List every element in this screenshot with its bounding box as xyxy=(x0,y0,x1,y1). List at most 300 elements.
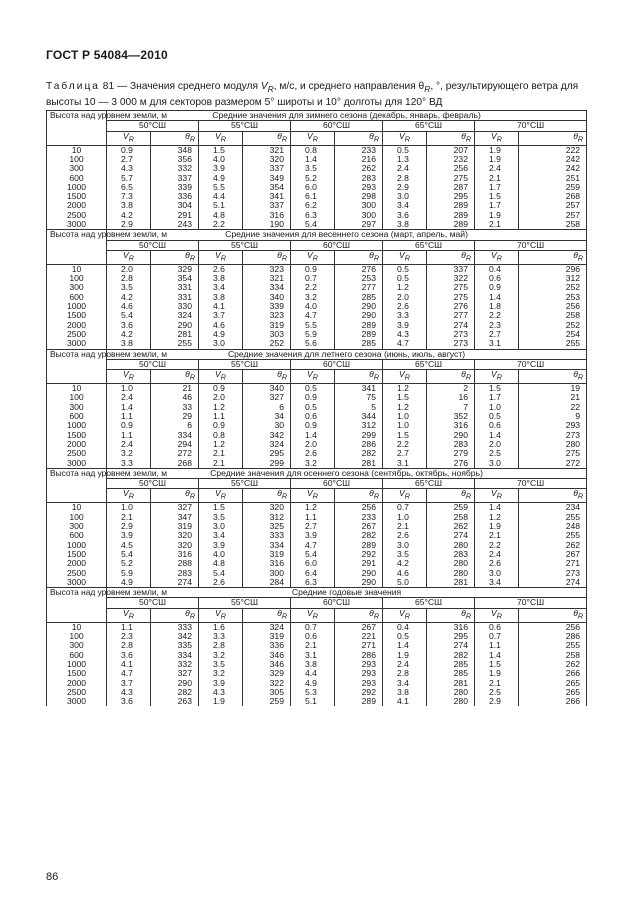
table-number: 81 xyxy=(102,81,115,92)
v-sub: R xyxy=(220,373,226,382)
speed-value: 3.3 xyxy=(107,459,151,469)
direction-value: 344 xyxy=(335,412,383,421)
theta-sub: R xyxy=(189,493,195,502)
direction-value: 251 xyxy=(519,174,587,183)
direction-value: 341 xyxy=(243,192,291,201)
direction-value: 283 xyxy=(335,174,383,183)
direction-value: 277 xyxy=(427,311,475,320)
speed-value: 3.4 xyxy=(383,201,427,210)
v-letter: V xyxy=(491,369,497,380)
altitude-value: 1500 xyxy=(47,192,107,201)
altitude-value: 300 xyxy=(47,641,107,650)
direction-value: 300 xyxy=(335,201,383,210)
speed-value: 0.9 xyxy=(199,384,243,394)
speed-value: 4.2 xyxy=(107,211,151,220)
speed-value: 2.1 xyxy=(475,174,519,183)
direction-value: 339 xyxy=(151,183,199,192)
altitude-value: 1000 xyxy=(47,421,107,430)
direction-value: 256 xyxy=(519,302,587,311)
direction-value: 282 xyxy=(335,449,383,458)
direction-value: 295 xyxy=(427,632,475,641)
direction-value: 289 xyxy=(427,211,475,220)
direction-value: 356 xyxy=(151,155,199,164)
altitude-value: 1500 xyxy=(47,431,107,440)
direction-value: 283 xyxy=(151,569,199,578)
speed-value: 1.9 xyxy=(475,211,519,220)
direction-value: 271 xyxy=(519,559,587,568)
theta-letter: θ xyxy=(185,607,190,618)
v-sub: R xyxy=(312,254,318,263)
direction-value: 285 xyxy=(427,669,475,678)
speed-value: 1.6 xyxy=(199,622,243,632)
latitude-label: 60°СШ xyxy=(291,598,383,608)
v-symbol xyxy=(107,489,151,503)
v-symbol xyxy=(199,131,243,145)
speed-value: 1.0 xyxy=(475,403,519,412)
speed-value: 2.7 xyxy=(475,330,519,339)
direction-value: 267 xyxy=(335,522,383,531)
direction-value: 341 xyxy=(335,384,383,394)
speed-value: 0.7 xyxy=(291,274,335,283)
direction-value: 296 xyxy=(519,264,587,274)
speed-value: 1.2 xyxy=(475,513,519,522)
latitude-label: 55°СШ xyxy=(199,240,291,250)
v-symbol xyxy=(291,250,335,264)
speed-value: 0.9 xyxy=(107,145,151,155)
v-letter: V xyxy=(491,130,497,141)
speed-value: 2.1 xyxy=(383,522,427,531)
speed-value: 2.2 xyxy=(475,311,519,320)
v-sub: R xyxy=(220,612,226,621)
speed-value: 1.2 xyxy=(383,384,427,394)
section-title: Средние значения для зимнего сезона (декабрь, январь, февраль) xyxy=(107,111,587,121)
speed-value: 7.3 xyxy=(107,192,151,201)
v-sub: R xyxy=(128,135,134,144)
altitude-value: 2500 xyxy=(47,569,107,578)
direction-value: 334 xyxy=(151,651,199,660)
speed-value: 6.5 xyxy=(107,183,151,192)
speed-value: 3.8 xyxy=(107,339,151,349)
speed-value: 2.4 xyxy=(107,440,151,449)
speed-value: 3.0 xyxy=(383,192,427,201)
theta-letter: θ xyxy=(573,488,578,499)
v-sub: R xyxy=(404,493,410,502)
speed-value: 3.8 xyxy=(199,274,243,283)
speed-value: 3.4 xyxy=(475,578,519,588)
v-sub: R xyxy=(312,493,318,502)
speed-value: 0.7 xyxy=(383,503,427,513)
altitude-value: 600 xyxy=(47,174,107,183)
direction-value: 299 xyxy=(243,459,291,469)
v-symbol xyxy=(291,131,335,145)
speed-value: 5.4 xyxy=(291,220,335,230)
direction-value: 265 xyxy=(519,688,587,697)
direction-value: 325 xyxy=(243,522,291,531)
direction-value: 255 xyxy=(151,339,199,349)
v-sub: R xyxy=(496,254,502,263)
direction-value: 279 xyxy=(427,449,475,458)
direction-value: 233 xyxy=(335,513,383,522)
speed-value: 2.1 xyxy=(199,459,243,469)
speed-value: 1.4 xyxy=(291,431,335,440)
direction-value: 319 xyxy=(243,632,291,641)
direction-value: 342 xyxy=(151,632,199,641)
direction-value: 337 xyxy=(427,264,475,274)
altitude-value: 1500 xyxy=(47,669,107,678)
speed-value: 3.0 xyxy=(199,522,243,531)
direction-value: 352 xyxy=(427,412,475,421)
direction-value: 287 xyxy=(427,183,475,192)
speed-value: 4.6 xyxy=(107,302,151,311)
direction-value: 290 xyxy=(427,431,475,440)
speed-value: 1.0 xyxy=(383,412,427,421)
direction-value: 258 xyxy=(519,651,587,660)
speed-value: 1.9 xyxy=(475,522,519,531)
theta-symbol xyxy=(243,131,291,145)
speed-value: 4.1 xyxy=(383,697,427,706)
theta-symbol xyxy=(519,131,587,145)
v-symbol xyxy=(291,370,335,384)
speed-value: 2.2 xyxy=(291,283,335,292)
direction-value: 273 xyxy=(427,330,475,339)
theta-letter: θ xyxy=(185,488,190,499)
direction-value: 284 xyxy=(243,578,291,588)
v-letter: V xyxy=(307,130,313,141)
speed-value: 0.5 xyxy=(383,274,427,283)
caption-line-2: высоты 10 — 3 000 м для секторов размером 5° широты и 10° долготы для 120° ВД xyxy=(46,97,443,109)
altitude-value: 300 xyxy=(47,403,107,412)
altitude-header: Высота над уровнем земли, м xyxy=(47,230,107,265)
direction-value: 33 xyxy=(151,403,199,412)
direction-value: 283 xyxy=(427,550,475,559)
theta-symbol xyxy=(335,489,383,503)
latitude-label: 60°СШ xyxy=(291,121,383,131)
speed-value: 0.4 xyxy=(383,622,427,632)
direction-value: 275 xyxy=(519,449,587,458)
latitude-label: 55°СШ xyxy=(199,121,291,131)
v-letter: V xyxy=(215,249,221,260)
speed-value: 5.1 xyxy=(199,201,243,210)
theta-symbol xyxy=(335,608,383,622)
direction-value: 262 xyxy=(519,541,587,550)
direction-value: 243 xyxy=(151,220,199,230)
speed-value: 1.4 xyxy=(475,293,519,302)
theta-symbol xyxy=(427,250,475,264)
symbol-row xyxy=(47,131,587,145)
altitude-value: 1000 xyxy=(47,183,107,192)
direction-value: 274 xyxy=(151,578,199,588)
latitude-row xyxy=(47,359,587,369)
speed-value: 4.4 xyxy=(291,669,335,678)
direction-value: 288 xyxy=(151,559,199,568)
direction-value: 290 xyxy=(335,569,383,578)
theta-sub: R xyxy=(373,254,379,263)
direction-value: 337 xyxy=(151,174,199,183)
v-sub: R xyxy=(404,135,410,144)
speed-value: 0.4 xyxy=(475,264,519,274)
speed-value: 4.6 xyxy=(199,321,243,330)
v-sub: R xyxy=(496,135,502,144)
latitude-label: 65°СШ xyxy=(383,121,475,131)
theta-letter: θ xyxy=(185,369,190,380)
v-symbol xyxy=(291,608,335,622)
direction-value: 285 xyxy=(427,660,475,669)
direction-value: 263 xyxy=(151,697,199,706)
latitude-label: 70°СШ xyxy=(475,121,587,131)
latitude-label: 50°СШ xyxy=(107,479,199,489)
speed-value: 2.8 xyxy=(199,641,243,650)
direction-value: 255 xyxy=(519,531,587,540)
speed-value: 5.7 xyxy=(107,174,151,183)
theta-symbol xyxy=(243,608,291,622)
theta-sub: R xyxy=(189,254,195,263)
speed-value: 2.7 xyxy=(107,155,151,164)
speed-value: 3.1 xyxy=(383,459,427,469)
direction-value: 312 xyxy=(519,274,587,283)
altitude-value: 1000 xyxy=(47,660,107,669)
speed-value: 2.6 xyxy=(199,578,243,588)
direction-value: 293 xyxy=(335,183,383,192)
theta-sub: R xyxy=(465,135,471,144)
direction-value: 281 xyxy=(427,679,475,688)
speed-value: 6.1 xyxy=(291,192,335,201)
speed-value: 2.7 xyxy=(383,449,427,458)
speed-value: 4.7 xyxy=(291,541,335,550)
direction-value: 282 xyxy=(151,688,199,697)
direction-value: 233 xyxy=(335,145,383,155)
speed-value: 0.9 xyxy=(475,283,519,292)
direction-value: 21 xyxy=(151,384,199,394)
latitude-label: 70°СШ xyxy=(475,598,587,608)
v-symbol xyxy=(107,250,151,264)
theta-symbol xyxy=(151,250,199,264)
direction-value: 305 xyxy=(243,688,291,697)
theta-subscript: R xyxy=(424,84,431,95)
speed-value: 3.0 xyxy=(475,459,519,469)
theta-letter: θ xyxy=(369,369,374,380)
direction-value: 293 xyxy=(519,421,587,430)
speed-value: 3.3 xyxy=(199,632,243,641)
direction-value: 22 xyxy=(519,403,587,412)
speed-value: 3.8 xyxy=(291,660,335,669)
direction-value: 280 xyxy=(427,688,475,697)
speed-value: 2.3 xyxy=(475,321,519,330)
direction-value: 275 xyxy=(427,283,475,292)
speed-value: 4.3 xyxy=(107,688,151,697)
theta-letter: θ xyxy=(461,369,466,380)
speed-value: 3.2 xyxy=(199,651,243,660)
speed-value: 1.2 xyxy=(199,403,243,412)
speed-value: 5.1 xyxy=(291,697,335,706)
speed-value: 3.0 xyxy=(475,569,519,578)
v-sub: R xyxy=(312,612,318,621)
speed-value: 1.0 xyxy=(383,513,427,522)
direction-value: 332 xyxy=(151,660,199,669)
speed-value: 3.9 xyxy=(199,541,243,550)
direction-value: 354 xyxy=(151,274,199,283)
altitude-value: 3000 xyxy=(47,220,107,230)
direction-value: 273 xyxy=(519,431,587,440)
direction-value: 252 xyxy=(519,283,587,292)
direction-value: 286 xyxy=(335,440,383,449)
direction-value: 276 xyxy=(427,302,475,311)
altitude-value: 2000 xyxy=(47,440,107,449)
altitude-value: 1500 xyxy=(47,311,107,320)
speed-value: 2.6 xyxy=(475,559,519,568)
speed-value: 3.8 xyxy=(107,201,151,210)
direction-value: 348 xyxy=(151,145,199,155)
v-letter: V xyxy=(215,488,221,499)
speed-value: 2.6 xyxy=(383,531,427,540)
speed-value: 3.0 xyxy=(199,339,243,349)
direction-value: 256 xyxy=(335,503,383,513)
speed-value: 4.3 xyxy=(383,330,427,339)
latitude-label: 70°СШ xyxy=(475,479,587,489)
direction-value: 304 xyxy=(151,201,199,210)
v-symbol xyxy=(383,370,427,384)
direction-value: 324 xyxy=(151,311,199,320)
speed-value: 4.2 xyxy=(107,293,151,302)
direction-value: 346 xyxy=(243,651,291,660)
speed-value: 1.5 xyxy=(475,384,519,394)
v-symbol xyxy=(475,489,519,503)
speed-value: 1.4 xyxy=(383,641,427,650)
speed-value: 1.4 xyxy=(107,403,151,412)
speed-value: 1.1 xyxy=(475,641,519,650)
v-sub: R xyxy=(128,254,134,263)
latitude-row xyxy=(47,598,587,608)
v-symbol xyxy=(199,608,243,622)
theta-symbol xyxy=(519,370,587,384)
direction-value: 321 xyxy=(243,274,291,283)
speed-value: 1.7 xyxy=(475,201,519,210)
direction-value: 281 xyxy=(335,459,383,469)
altitude-header: Высота над уровнем земли, м xyxy=(47,349,107,384)
direction-value: 333 xyxy=(151,622,199,632)
theta-symbol xyxy=(335,370,383,384)
speed-value: 0.9 xyxy=(291,264,335,274)
document-header: ГОСТ Р 54084—2010 xyxy=(46,48,168,62)
altitude-value: 2500 xyxy=(47,688,107,697)
theta-sub: R xyxy=(465,254,471,263)
altitude-value: 3000 xyxy=(47,697,107,706)
direction-value: 256 xyxy=(519,622,587,632)
speed-value: 2.1 xyxy=(199,449,243,458)
direction-value: 253 xyxy=(519,293,587,302)
direction-value: 268 xyxy=(519,192,587,201)
direction-value: 46 xyxy=(151,393,199,402)
speed-value: 3.4 xyxy=(383,679,427,688)
speed-value: 0.9 xyxy=(199,421,243,430)
speed-value: 2.9 xyxy=(383,183,427,192)
speed-value: 2.6 xyxy=(383,302,427,311)
direction-value: 346 xyxy=(243,660,291,669)
speed-value: 5.4 xyxy=(107,311,151,320)
direction-value: 294 xyxy=(151,440,199,449)
section-title: Средние значения для летнего сезона (июнь, июль, август) xyxy=(107,349,587,359)
direction-value: 289 xyxy=(335,330,383,339)
direction-value: 190 xyxy=(243,220,291,230)
speed-value: 2.9 xyxy=(107,220,151,230)
v-letter: V xyxy=(307,249,313,260)
theta-symbol xyxy=(519,250,587,264)
direction-value: 335 xyxy=(151,641,199,650)
direction-value: 334 xyxy=(151,431,199,440)
speed-value: 1.9 xyxy=(475,155,519,164)
theta-letter: θ xyxy=(461,607,466,618)
speed-value: 1.4 xyxy=(291,155,335,164)
direction-value: 274 xyxy=(427,641,475,650)
speed-value: 5.4 xyxy=(107,550,151,559)
direction-value: 266 xyxy=(519,669,587,678)
latitude-label: 65°СШ xyxy=(383,479,475,489)
speed-value: 2.1 xyxy=(475,679,519,688)
section-header-row xyxy=(47,468,587,478)
theta-letter: θ xyxy=(369,488,374,499)
speed-value: 4.0 xyxy=(291,302,335,311)
speed-value: 3.6 xyxy=(107,651,151,660)
v-symbol xyxy=(107,608,151,622)
speed-value: 3.9 xyxy=(199,164,243,173)
direction-value: 280 xyxy=(427,697,475,706)
altitude-value: 2500 xyxy=(47,211,107,220)
theta-symbol xyxy=(151,489,199,503)
direction-value: 334 xyxy=(243,283,291,292)
direction-value: 75 xyxy=(335,393,383,402)
speed-value: 2.0 xyxy=(199,393,243,402)
speed-value: 4.0 xyxy=(199,155,243,164)
altitude-value: 3000 xyxy=(47,339,107,349)
latitude-label: 60°СШ xyxy=(291,359,383,369)
speed-value: 5.4 xyxy=(199,569,243,578)
theta-letter: θ xyxy=(461,488,466,499)
altitude-value: 600 xyxy=(47,412,107,421)
direction-value: 259 xyxy=(427,503,475,513)
altitude-value: 10 xyxy=(47,145,107,155)
altitude-value: 600 xyxy=(47,651,107,660)
speed-value: 2.0 xyxy=(475,440,519,449)
theta-sub: R xyxy=(465,373,471,382)
section-title: Средние значения для осеннего сезона (сентябрь, октябрь, ноябрь) xyxy=(107,468,587,478)
direction-value: 293 xyxy=(335,660,383,669)
speed-value: 4.1 xyxy=(199,302,243,311)
speed-value: 2.1 xyxy=(475,531,519,540)
speed-value: 0.8 xyxy=(291,145,335,155)
speed-value: 1.4 xyxy=(475,651,519,660)
v-letter: V xyxy=(123,249,129,260)
direction-value: 207 xyxy=(427,145,475,155)
speed-value: 5.0 xyxy=(383,578,427,588)
latitude-row xyxy=(47,240,587,250)
direction-value: 321 xyxy=(243,145,291,155)
speed-value: 3.2 xyxy=(291,293,335,302)
speed-value: 0.5 xyxy=(383,264,427,274)
direction-value: 322 xyxy=(243,679,291,688)
speed-value: 2.4 xyxy=(475,550,519,559)
theta-symbol xyxy=(427,370,475,384)
altitude-value: 10 xyxy=(47,503,107,513)
v-symbol xyxy=(383,131,427,145)
section-title: Средние годовые значения xyxy=(107,588,587,598)
speed-value: 1.9 xyxy=(475,669,519,678)
speed-value: 1.1 xyxy=(107,412,151,421)
direction-value: 256 xyxy=(427,164,475,173)
latitude-row xyxy=(47,479,587,489)
speed-value: 4.0 xyxy=(199,550,243,559)
theta-letter: θ xyxy=(277,488,282,499)
caption-text-2: , м/с, и среднего направления θ xyxy=(273,81,425,92)
direction-value: 216 xyxy=(335,155,383,164)
